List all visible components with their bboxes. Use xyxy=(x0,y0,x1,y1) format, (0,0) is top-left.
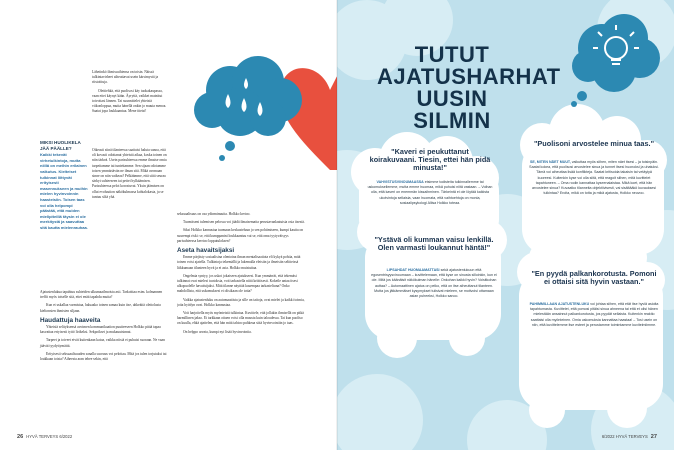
column-1-top xyxy=(92,70,167,118)
magazine-issue: HYVÄ TERVEYS 6/2022 xyxy=(26,434,73,439)
subheading-aseta: Aseta havaitsijaksi xyxy=(177,247,235,255)
column-1-bottom xyxy=(40,290,167,365)
quote-text-3: sekä ajatustenlukuun että egosentrisyysvinoumaan – kuvittelemaan, että kyse on sinusta silloinkin, kun ei ole. Mitä jos käänäisit näkökulman hänelle: Onkohan kaikki hyvin? Voisitkohan auttaa? – Automaattinen ajatus on pelko, että on itse aiheuttanut tilanteen. Mutta jos jätkämmäiset kysymykset tulisivat mieleen, se motivoisi ottamaan asian puheeksi, Holkko sanoo. xyxy=(371,268,497,299)
paragraph: Tarpeet ja toiveet eivät kuitenkaan katoa, vaikka niistä ei puhuisi suoraan. Ne vaan jäävät tyydyttymättä. xyxy=(40,338,165,348)
lightbulb-cloud-illustration xyxy=(562,8,662,108)
quote-heading-4: "En pyydä palkankorotusta. Pomoni ei ottaisi sitä hyvin vastaan." xyxy=(531,269,657,286)
quote-text-4: voi johtaa siihen, että etät itse hyviä asioita tapahtumasta. Kuvittelet, että pomosi pitäisi sinua ahneena tai että et olisi hänen mielestään ansainnut palkankorotusta, jos pyydät sellaista. Kuitenkin reaktio saattaisi olla myönteinen. Omia uskomuksia kannattaa haastaa! – Tosi usein on niin, että kuvittelemme itse esteet ja perustamme toimintamme kuvitelmiimme. xyxy=(530,302,659,327)
paragraph: Erityisesti seksuaalisuuden sanalla suoruus voi pelottaa. Mitä jos tulen torjutuksi tai loukkaan toista? Aiheesta aran tehee sekin, että xyxy=(40,351,167,362)
paragraph: Ongelmia syntyy, jos uskot jokaiseen ajatukseesi. Kun ymmärrät, että tekemäsi tulkinnat ovat mielesi tuotoksia, voit tarkastella niitä kriittisesti. Kokeile antaa itsesi ulkopuolelle havaitsijaksi. Mitä tilanne näyttää kauempaa tarkasteltuna? Onko mahdollista, että uskomuksesi ei olisikaan ole totta? xyxy=(177,273,298,294)
quote-lead-1: VAHVISTUSVINOUMAASSA xyxy=(376,180,424,184)
paragraph: Kun et uskallaa varmistaa, haluaako toinen samaa kuin itse, uhkeäitä olettolusta kieltonsien ihmisten siljaan. xyxy=(40,303,161,313)
paragraph: On helppo arvata, kumpi nyt lisää hyvinvointia. xyxy=(183,329,252,334)
cloud-bubble-tiny xyxy=(219,155,225,161)
paragraph: seksuaalisuus on osa ydinminuutta. Holkko kertoo. xyxy=(177,212,251,216)
cloud-shape xyxy=(194,56,302,136)
quote-text-2: vaikuttaa myös siihen, miten näet itsesi – ja toisinpäin. Saatat kokea, että puolisosi arvostelee sinua ja tunnet itsesi huonoksi ja uhatuksi. Tämä voi aiheuttaa lisää konflikteja. Saatat kritisoida takaisin tai vetäytyä kuoreesi. Kuitenkin kyse voi olla siitä, että reagoit siihen, mitä kuvittelet tapahtuneen. – Oma roolin kannattaa kyseenalaistaa. Mikä koet, että hän arvostelee sinua? Kuvaatko tilanneita objektiivisesti, vai sisältääkö kuvauksesi tulkintaa? Eroita, mikä on totta ja mikä ajatusta, Holkko neuvoo. xyxy=(529,160,659,196)
quote-body-2 xyxy=(529,160,659,196)
paragraph: Yhteisiä selityksensä avoimen kommunikaation puutteeseen Holkko pitää tapaa kasvattaa ertyisesti tyttö lirikeksi. Sekpoikset ja mukauutsinnat. xyxy=(40,325,161,335)
quote-heading-3: "Ystävä oli kumman vaisu lenkillä. Olen varmasti loukannut häntä!" xyxy=(374,235,494,252)
right-page xyxy=(337,0,674,450)
page-folio-left xyxy=(14,434,72,440)
paragraph: Olettiehkä, että puolisosi käy tuokakaupassa, vaan ettei käynyt kään. Äyryttä, vaikket mainitut toivottasi lännen. Tai suunnittelet yhteistä viikonloppua, mutta hänellä onkin jo muuta menoa. Saatat jopa loukkaantua. Mene itteisi! xyxy=(92,88,167,114)
article-title: TUTUT AJATUSHARHAT UUSIN SILMIN xyxy=(377,42,561,133)
sidebar-box xyxy=(40,140,88,231)
paragraph: Tuomitseni tulemisen pelossa voi jäädä ilmaisematta perustavanlaatuisia osia itsestä. xyxy=(183,220,305,225)
quote-text-1: etsimme todisteita tulkinnallemme tai uskomuksellemme, mutta emme huomaa, mikä puhuisi niitä vastaan. – Voihan olla, että kaveri on enemmän kissaihminen. Tärkeintä ei ole löytää kaikista ukotvintoja sellaisia, vaan huomata, että vaihtoehtoja on monia, sosiaalipsykologi Aliisa Holkko toteaa. xyxy=(367,180,493,205)
paragraph: Ajatustenlukua tapahtuu suhteiden ulkumaailmoista asti. Tarkoittaa esim. kolmannen treffit myös toiselle sitä, ettei enää tapahdu mutta? xyxy=(40,290,163,300)
page-spine xyxy=(336,0,338,450)
quote-heading-2: "Puolisoni arvostelee minua taas." xyxy=(533,139,655,148)
paragraph: Lähetinkö iltmissuihiensa on toisin. Näissä tulkintavirheet aiheuttavat usein kärsimystä ja riistoittuja. xyxy=(92,70,159,85)
quote-lead-4: PAHIMMILLAAN AJATUSTENLUKU xyxy=(529,302,590,306)
subheading-haudattuja: Haudattuja haaveita xyxy=(40,316,101,324)
sidebar-heading: MIKSI HUOLIKELA JÄÄ PÄÄLLE? xyxy=(40,140,81,151)
column-1-middle xyxy=(92,148,167,288)
paragraph: Oikeasti siinä tilanteessa saattaisi haluta sanoa, että oli kovasti odottanut yhteistä aikaa, koska toinen on niin tärkeä. Usein parisuhteessa emme ilmaise omia tarpeitamme tai tunteitamme. Sen sijaan odotamme toisen ymmärtävän ne ilman sitä. Mikä avomaan sinne on niin vaikeaa? Pelkäämme, että siitä seuraa särkyt suhteeseen tai pettei hylkäämisen. Parisuhteessa pelot korostuvat. Yksin jäämisen on ollut evoluution näkökulmassa kohtalokasta, ja se tuntuu siltä yhä. xyxy=(92,148,167,199)
paragraph: Vaikka ajatustenluku on automaattista ja sille on taitoja, ovat mielet ja kaikki toimia, joita hyödyn ovat. Holkko kannustaa. xyxy=(177,297,305,307)
magazine-issue: 6/2022 HYVÄ TERVEYS xyxy=(601,434,648,439)
paragraph: Emme pärjästy sosiaalisina olentoina ilman mentalisaatiota eli kykyä pohtia, mitä toinen voisi ajatella. Tulkintoja tekemällä ja lukemalla eleisiin ja ilmeisiin selitteissä liikkumaan tilanteen hyvä ja ei asia. Holkko muistuttaa. xyxy=(177,255,301,270)
thought-cloud-illustration xyxy=(180,50,337,200)
quote-body-1 xyxy=(367,180,493,206)
paragraph: Voit harjoitella myös myönteistä tulkintaa. Kuvittele, että jollakin ihmisellä on pitkä harmillinen jakso. Ei tarkkaan ottaen voisi olla muusta kuin taloudessa. Tai kun puoliso on kuulla, ehkä ajattelen, että hän mitä tahtoo puhkeaa siitä hyvinvointiin jo taas. xyxy=(177,311,304,326)
quote-lead-3: LIPSAHDAT HUOMAAMATTASI xyxy=(386,268,440,272)
quote-body-3 xyxy=(371,268,497,299)
page-number: 26 xyxy=(17,434,24,440)
paragraph: Siksi Holkko kannustaa tuomaan keskusteluun jo sen pohtimiseen, kumpi kautta on suurempi riski: se, että kumppanini loukkaantuu vai se, että oma tyytyväisyys parisuhteessa kerrtoo lopputuloksen? xyxy=(177,228,304,243)
cloud-bubble-small xyxy=(225,141,235,151)
quote-body-4 xyxy=(529,302,659,328)
quote-lead-2: SE, MITEN NÄET MUUT, xyxy=(529,160,571,164)
column-2 xyxy=(177,212,307,427)
page-folio-right xyxy=(602,434,660,440)
sidebar-text: Kaikki tekevät virhetulkintoja, mutta niillä on meihin erilainen vaikutus. Kielteiset tulkinnat liittyvät erityisesti masennukseen ja muihin mielen hyvinvoinnin haasteisiin. Toisen taas voi olla helpompi päästää, että muiden mielipiteillä täysin ei ole merkitystä ja saavuttaa sitä kautta mielenrauhaa. xyxy=(40,152,88,230)
page-number: 27 xyxy=(650,434,657,440)
quote-heading-1: "Kaveri ei peukuttanut koirakuvaani. Tiesin, ettei hän pidä minusta!" xyxy=(369,147,491,172)
